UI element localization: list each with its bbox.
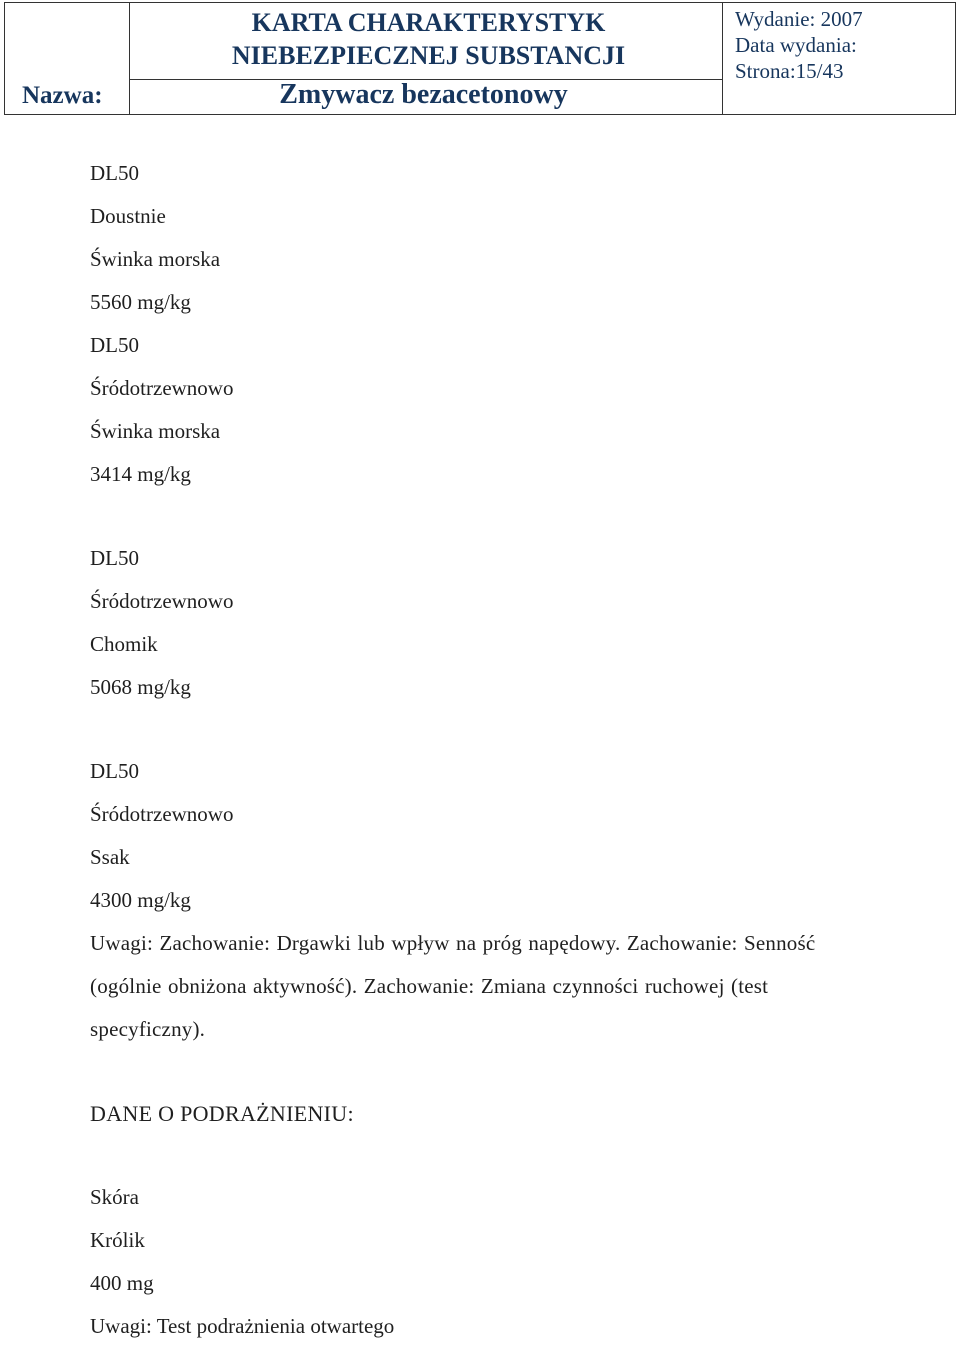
- remarks-line: (ogólnie obniżona aktywność). Zachowanie: Zmiana czynności ruchowej (test: [90, 974, 769, 998]
- toxicity-type: DL50: [90, 759, 139, 783]
- spacer: [90, 709, 930, 750]
- toxicity-species: Świnka morska: [90, 419, 221, 443]
- name-label: Nazwa:: [22, 82, 103, 109]
- irritation-remarks: Uwagi: Test podrażnienia otwartego: [90, 1314, 395, 1338]
- irritation-section-title: DANE O PODRAŻNIENIU:: [90, 1101, 354, 1126]
- document-title-line1: KARTA CHARAKTERYSTYK: [251, 8, 606, 37]
- toxicity-type: DL50: [90, 161, 139, 185]
- toxicity-route: Doustnie: [90, 204, 166, 228]
- irritation-entry: [90, 1176, 930, 1348]
- toxicity-value: 3414 mg/kg: [90, 462, 191, 486]
- toxicity-entry: [90, 750, 930, 922]
- toxicity-entry: [90, 324, 930, 496]
- toxicity-species: Ssak: [90, 845, 130, 869]
- toxicity-value: 5560 mg/kg: [90, 290, 191, 314]
- document-title: [135, 6, 722, 72]
- remarks-paragraph: [90, 922, 930, 1051]
- toxicity-species: Chomik: [90, 632, 158, 656]
- spacer: [90, 1051, 930, 1092]
- irritation-site: Skóra: [90, 1185, 139, 1209]
- toxicity-entry: [90, 537, 930, 709]
- remarks-line: Uwagi: Zachowanie: Drgawki lub wpływ na próg napędowy. Zachowanie: Senność: [90, 931, 816, 955]
- toxicity-value: 5068 mg/kg: [90, 675, 191, 699]
- toxicity-type: DL50: [90, 333, 139, 357]
- toxicity-type: DL50: [90, 546, 139, 570]
- toxicity-route: Śródotrzewnowo: [90, 589, 234, 613]
- irritation-dose: 400 mg: [90, 1271, 154, 1295]
- document-meta: [735, 6, 863, 84]
- toxicity-route: Śródotrzewnowo: [90, 802, 234, 826]
- toxicity-route: Śródotrzewnowo: [90, 376, 234, 400]
- page-number: Strona:15/43: [735, 59, 844, 83]
- document-title-line2: NIEBEZPIECZNEJ SUBSTANCJI: [231, 41, 626, 70]
- header-divider-right: [722, 3, 723, 114]
- spacer: [90, 496, 930, 537]
- toxicity-value: 4300 mg/kg: [90, 888, 191, 912]
- issue-date-label: Data wydania:: [735, 33, 857, 57]
- spacer: [90, 1135, 930, 1176]
- toxicity-entry: [90, 152, 930, 324]
- toxicity-species: Świnka morska: [90, 247, 221, 271]
- edition-label: Wydanie: 2007: [735, 7, 863, 31]
- document-body: [90, 152, 930, 1348]
- remarks-line: specyficzny).: [90, 1017, 206, 1041]
- product-name: Zmywacz bezacetonowy: [279, 79, 568, 110]
- irritation-species: Królik: [90, 1228, 145, 1252]
